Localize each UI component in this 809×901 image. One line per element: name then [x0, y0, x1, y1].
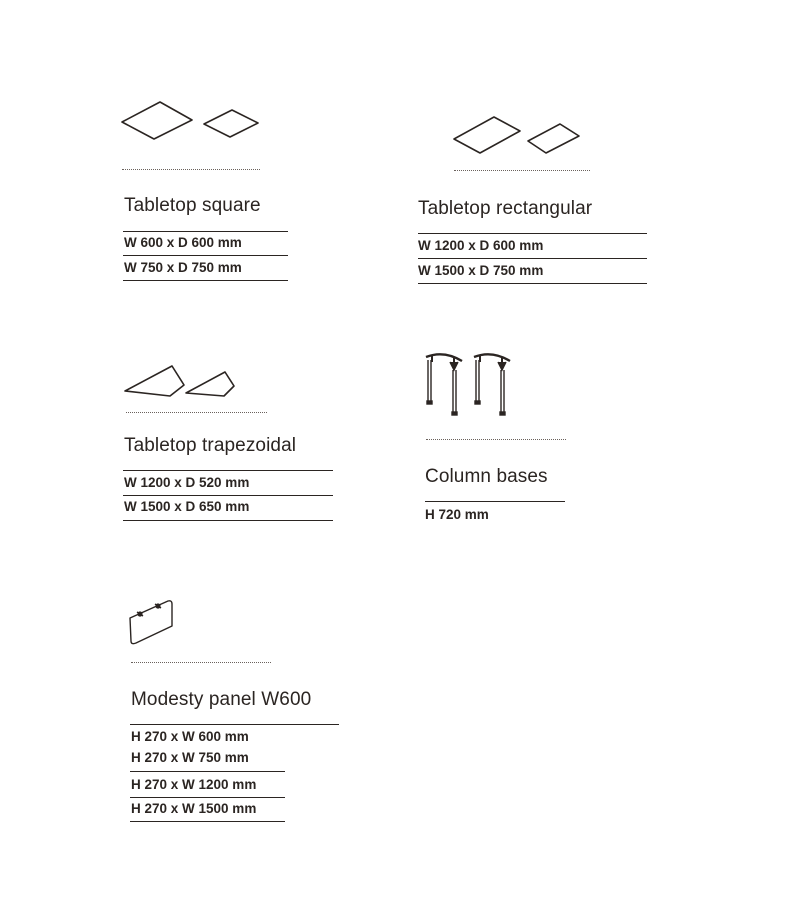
tabletop-trapezoidal-illustration: [122, 360, 242, 400]
column-base-illustration: [420, 348, 530, 420]
spec-item: W 1200 x D 520 mm: [124, 475, 250, 490]
rule: [130, 821, 285, 822]
divider-dotted: [454, 170, 590, 171]
section-title: Tabletop square: [124, 195, 261, 216]
spec-item: W 600 x D 600 mm: [124, 235, 242, 250]
tabletop-square-illustration: [118, 96, 268, 146]
spec-item: W 1500 x D 750 mm: [418, 263, 544, 278]
rule: [123, 280, 288, 281]
divider-dotted: [426, 439, 566, 440]
spec-item: H 270 x W 1500 mm: [131, 801, 257, 816]
rule: [425, 501, 565, 502]
divider-dotted: [126, 412, 267, 413]
rule: [418, 283, 647, 284]
section-title: Tabletop rectangular: [418, 198, 593, 219]
spec-item: H 270 x W 1200 mm: [131, 777, 257, 792]
tabletop-rectangular-illustration: [448, 110, 588, 160]
modesty-panel-illustration: [126, 596, 178, 648]
rule: [123, 255, 288, 256]
rule: [418, 258, 647, 259]
spec-item: H 270 x W 750 mm: [131, 750, 249, 765]
spec-item: W 750 x D 750 mm: [124, 260, 242, 275]
section-title: Column bases: [425, 466, 548, 487]
rule: [130, 724, 339, 725]
rule: [123, 231, 288, 232]
rule: [130, 797, 285, 798]
spec-item: W 1200 x D 600 mm: [418, 238, 544, 253]
spec-item: W 1500 x D 650 mm: [124, 499, 250, 514]
rule: [418, 233, 647, 234]
section-title: Tabletop trapezoidal: [124, 435, 297, 456]
section-title: Modesty panel W600: [131, 689, 312, 710]
rule: [130, 771, 285, 772]
spec-item: H 720 mm: [425, 507, 489, 522]
rule: [123, 495, 333, 496]
divider-dotted: [131, 662, 271, 663]
spec-item: H 270 x W 600 mm: [131, 729, 249, 744]
rule: [123, 520, 333, 521]
rule: [123, 470, 333, 471]
divider-dotted: [122, 169, 260, 170]
